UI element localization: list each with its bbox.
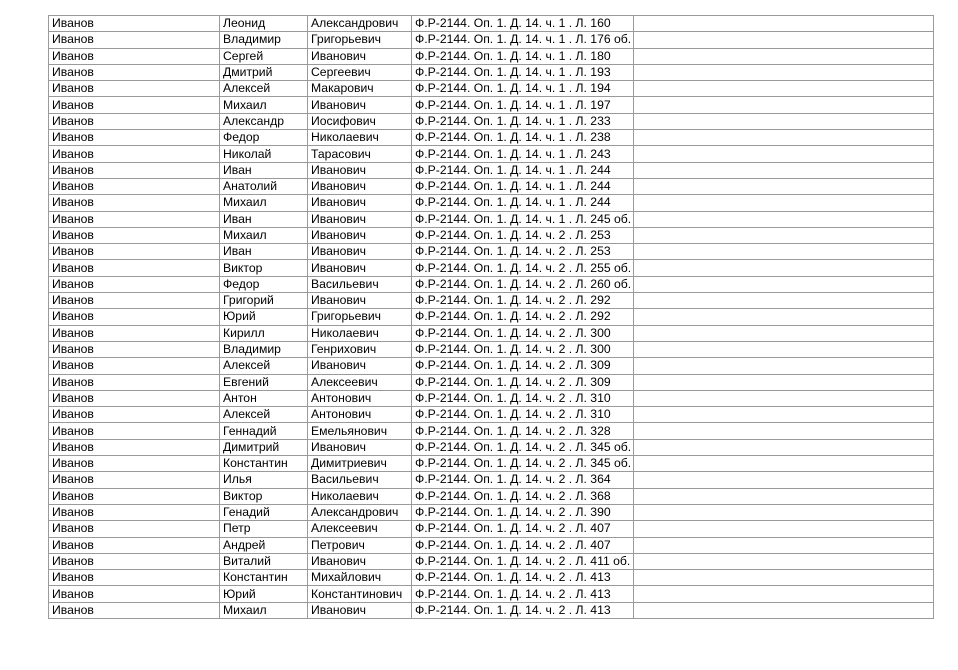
first-name-cell: Димитрий [220,439,308,455]
archive-reference-cell: Ф.Р-2144. Оп. 1. Д. 14. ч. 2 . Л. 407 [412,537,634,553]
archive-reference-cell: Ф.Р-2144. Оп. 1. Д. 14. ч. 2 . Л. 253 [412,244,634,260]
first-name-cell: Александр [220,113,308,129]
archive-reference-cell: Ф.Р-2144. Оп. 1. Д. 14. ч. 2 . Л. 413 [412,570,634,586]
archive-reference-cell: Ф.Р-2144. Оп. 1. Д. 14. ч. 2 . Л. 253 [412,227,634,243]
patronymic-cell: Макарович [308,81,412,97]
first-name-cell: Михаил [220,602,308,618]
patronymic-cell: Антонович [308,390,412,406]
empty-cell [634,423,934,439]
first-name-cell: Иван [220,244,308,260]
surname-cell: Иванов [49,374,220,390]
archive-reference-cell: Ф.Р-2144. Оп. 1. Д. 14. ч. 2 . Л. 345 об. [412,439,634,455]
first-name-cell: Алексей [220,358,308,374]
patronymic-cell: Алексеевич [308,521,412,537]
table-row [49,276,934,292]
empty-cell [634,407,934,423]
archive-reference-cell: Ф.Р-2144. Оп. 1. Д. 14. ч. 1 . Л. 245 об. [412,211,634,227]
archive-reference-cell: Ф.Р-2144. Оп. 1. Д. 14. ч. 2 . Л. 411 об. [412,553,634,569]
empty-cell [634,504,934,520]
empty-cell [634,48,934,64]
empty-cell [634,309,934,325]
surname-cell: Иванов [49,276,220,292]
archive-reference-cell: Ф.Р-2144. Оп. 1. Д. 14. ч. 1 . Л. 244 [412,178,634,194]
first-name-cell: Юрий [220,309,308,325]
surname-cell: Иванов [49,341,220,357]
surname-cell: Иванов [49,260,220,276]
surname-cell: Иванов [49,97,220,113]
table-row [49,456,934,472]
patronymic-cell: Иванович [308,162,412,178]
table-row [49,472,934,488]
empty-cell [634,227,934,243]
archive-reference-cell: Ф.Р-2144. Оп. 1. Д. 14. ч. 2 . Л. 309 [412,358,634,374]
first-name-cell: Федор [220,130,308,146]
archive-reference-cell: Ф.Р-2144. Оп. 1. Д. 14. ч. 1 . Л. 176 об. [412,32,634,48]
archive-reference-cell: Ф.Р-2144. Оп. 1. Д. 14. ч. 1 . Л. 193 [412,64,634,80]
empty-cell [634,341,934,357]
first-name-cell: Федор [220,276,308,292]
table-row [49,227,934,243]
table-row [49,358,934,374]
table-row [49,602,934,618]
first-name-cell: Дмитрий [220,64,308,80]
archive-reference-cell: Ф.Р-2144. Оп. 1. Д. 14. ч. 2 . Л. 292 [412,293,634,309]
surname-cell: Иванов [49,586,220,602]
surname-cell: Иванов [49,390,220,406]
surname-cell: Иванов [49,358,220,374]
patronymic-cell: Петрович [308,537,412,553]
surname-cell: Иванов [49,146,220,162]
surname-cell: Иванов [49,130,220,146]
first-name-cell: Юрий [220,586,308,602]
archive-reference-cell: Ф.Р-2144. Оп. 1. Д. 14. ч. 2 . Л. 413 [412,602,634,618]
empty-cell [634,390,934,406]
first-name-cell: Петр [220,521,308,537]
first-name-cell: Генадий [220,504,308,520]
table-row [49,423,934,439]
patronymic-cell: Генрихович [308,341,412,357]
archive-reference-cell: Ф.Р-2144. Оп. 1. Д. 14. ч. 2 . Л. 310 [412,407,634,423]
archive-reference-cell: Ф.Р-2144. Оп. 1. Д. 14. ч. 2 . Л. 309 [412,374,634,390]
first-name-cell: Кирилл [220,325,308,341]
archive-reference-cell: Ф.Р-2144. Оп. 1. Д. 14. ч. 2 . Л. 390 [412,504,634,520]
archive-reference-cell: Ф.Р-2144. Оп. 1. Д. 14. ч. 2 . Л. 368 [412,488,634,504]
table-row [49,293,934,309]
table-row [49,162,934,178]
empty-cell [634,439,934,455]
surname-cell: Иванов [49,244,220,260]
empty-cell [634,374,934,390]
empty-cell [634,586,934,602]
table-row [49,32,934,48]
empty-cell [634,260,934,276]
archive-reference-cell: Ф.Р-2144. Оп. 1. Д. 14. ч. 1 . Л. 244 [412,195,634,211]
table-row [49,178,934,194]
empty-cell [634,113,934,129]
surname-cell: Иванов [49,16,220,32]
table-row [49,439,934,455]
table-row [49,341,934,357]
empty-cell [634,162,934,178]
first-name-cell: Михаил [220,97,308,113]
surname-cell: Иванов [49,162,220,178]
archive-reference-cell: Ф.Р-2144. Оп. 1. Д. 14. ч. 2 . Л. 255 об. [412,260,634,276]
surname-cell: Иванов [49,64,220,80]
surname-cell: Иванов [49,423,220,439]
patronymic-cell: Васильевич [308,472,412,488]
patronymic-cell: Иванович [308,97,412,113]
table-row [49,244,934,260]
table-row [49,390,934,406]
empty-cell [634,293,934,309]
first-name-cell: Алексей [220,81,308,97]
first-name-cell: Леонид [220,16,308,32]
table-row [49,586,934,602]
empty-cell [634,325,934,341]
surname-cell: Иванов [49,81,220,97]
table-row [49,553,934,569]
first-name-cell: Владимир [220,341,308,357]
first-name-cell: Иван [220,211,308,227]
empty-cell [634,358,934,374]
patronymic-cell: Васильевич [308,276,412,292]
first-name-cell: Алексей [220,407,308,423]
patronymic-cell: Николаевич [308,325,412,341]
surname-cell: Иванов [49,570,220,586]
table-row [49,521,934,537]
empty-cell [634,97,934,113]
archive-reference-cell: Ф.Р-2144. Оп. 1. Д. 14. ч. 1 . Л. 197 [412,97,634,113]
table-row [49,97,934,113]
first-name-cell: Григорий [220,293,308,309]
table-row [49,407,934,423]
empty-cell [634,64,934,80]
table-row [49,113,934,129]
records-table-body [49,16,934,619]
empty-cell [634,553,934,569]
patronymic-cell: Иванович [308,602,412,618]
surname-cell: Иванов [49,537,220,553]
first-name-cell: Андрей [220,537,308,553]
first-name-cell: Владимир [220,32,308,48]
first-name-cell: Анатолий [220,178,308,194]
patronymic-cell: Иосифович [308,113,412,129]
archive-reference-cell: Ф.Р-2144. Оп. 1. Д. 14. ч. 1 . Л. 160 [412,16,634,32]
first-name-cell: Михаил [220,227,308,243]
archive-reference-cell: Ф.Р-2144. Оп. 1. Д. 14. ч. 2 . Л. 328 [412,423,634,439]
patronymic-cell: Константинович [308,586,412,602]
surname-cell: Иванов [49,472,220,488]
surname-cell: Иванов [49,211,220,227]
first-name-cell: Илья [220,472,308,488]
table-row [49,146,934,162]
empty-cell [634,81,934,97]
patronymic-cell: Михайлович [308,570,412,586]
patronymic-cell: Григорьевич [308,32,412,48]
patronymic-cell: Иванович [308,195,412,211]
archive-reference-cell: Ф.Р-2144. Оп. 1. Д. 14. ч. 2 . Л. 364 [412,472,634,488]
patronymic-cell: Сергеевич [308,64,412,80]
patronymic-cell: Иванович [308,439,412,455]
archive-reference-cell: Ф.Р-2144. Оп. 1. Д. 14. ч. 1 . Л. 244 [412,162,634,178]
patronymic-cell: Иванович [308,211,412,227]
empty-cell [634,195,934,211]
empty-cell [634,244,934,260]
archive-reference-cell: Ф.Р-2144. Оп. 1. Д. 14. ч. 2 . Л. 310 [412,390,634,406]
first-name-cell: Евгений [220,374,308,390]
empty-cell [634,488,934,504]
empty-cell [634,32,934,48]
table-row [49,81,934,97]
table-row [49,130,934,146]
first-name-cell: Виктор [220,260,308,276]
archive-reference-cell: Ф.Р-2144. Оп. 1. Д. 14. ч. 1 . Л. 180 [412,48,634,64]
patronymic-cell: Григорьевич [308,309,412,325]
patronymic-cell: Иванович [308,48,412,64]
patronymic-cell: Димитриевич [308,456,412,472]
first-name-cell: Геннадий [220,423,308,439]
surname-cell: Иванов [49,309,220,325]
patronymic-cell: Иванович [308,553,412,569]
table-row [49,488,934,504]
surname-cell: Иванов [49,325,220,341]
surname-cell: Иванов [49,407,220,423]
surname-cell: Иванов [49,488,220,504]
patronymic-cell: Емельянович [308,423,412,439]
table-row [49,504,934,520]
records-sheet [48,15,933,619]
patronymic-cell: Иванович [308,227,412,243]
patronymic-cell: Иванович [308,293,412,309]
surname-cell: Иванов [49,195,220,211]
table-row [49,309,934,325]
surname-cell: Иванов [49,553,220,569]
patronymic-cell: Николаевич [308,130,412,146]
empty-cell [634,456,934,472]
archive-reference-cell: Ф.Р-2144. Оп. 1. Д. 14. ч. 2 . Л. 300 [412,341,634,357]
records-table [48,15,934,619]
table-row [49,211,934,227]
table-row [49,260,934,276]
surname-cell: Иванов [49,178,220,194]
archive-reference-cell: Ф.Р-2144. Оп. 1. Д. 14. ч. 1 . Л. 233 [412,113,634,129]
surname-cell: Иванов [49,602,220,618]
first-name-cell: Константин [220,456,308,472]
table-row [49,64,934,80]
archive-reference-cell: Ф.Р-2144. Оп. 1. Д. 14. ч. 1 . Л. 243 [412,146,634,162]
empty-cell [634,472,934,488]
table-row [49,48,934,64]
surname-cell: Иванов [49,439,220,455]
archive-reference-cell: Ф.Р-2144. Оп. 1. Д. 14. ч. 2 . Л. 300 [412,325,634,341]
empty-cell [634,178,934,194]
archive-reference-cell: Ф.Р-2144. Оп. 1. Д. 14. ч. 1 . Л. 238 [412,130,634,146]
archive-reference-cell: Ф.Р-2144. Оп. 1. Д. 14. ч. 2 . Л. 345 об. [412,456,634,472]
first-name-cell: Виталий [220,553,308,569]
table-row [49,374,934,390]
patronymic-cell: Иванович [308,260,412,276]
first-name-cell: Константин [220,570,308,586]
table-row [49,537,934,553]
archive-reference-cell: Ф.Р-2144. Оп. 1. Д. 14. ч. 2 . Л. 413 [412,586,634,602]
surname-cell: Иванов [49,504,220,520]
patronymic-cell: Николаевич [308,488,412,504]
archive-reference-cell: Ф.Р-2144. Оп. 1. Д. 14. ч. 2 . Л. 292 [412,309,634,325]
empty-cell [634,276,934,292]
patronymic-cell: Иванович [308,358,412,374]
empty-cell [634,521,934,537]
archive-reference-cell: Ф.Р-2144. Оп. 1. Д. 14. ч. 2 . Л. 407 [412,521,634,537]
empty-cell [634,16,934,32]
surname-cell: Иванов [49,456,220,472]
patronymic-cell: Александрович [308,504,412,520]
surname-cell: Иванов [49,48,220,64]
empty-cell [634,570,934,586]
empty-cell [634,146,934,162]
first-name-cell: Иван [220,162,308,178]
surname-cell: Иванов [49,227,220,243]
empty-cell [634,537,934,553]
patronymic-cell: Иванович [308,244,412,260]
surname-cell: Иванов [49,293,220,309]
first-name-cell: Виктор [220,488,308,504]
surname-cell: Иванов [49,32,220,48]
first-name-cell: Сергей [220,48,308,64]
patronymic-cell: Алексеевич [308,374,412,390]
patronymic-cell: Тарасович [308,146,412,162]
surname-cell: Иванов [49,113,220,129]
empty-cell [634,130,934,146]
empty-cell [634,211,934,227]
table-row [49,325,934,341]
archive-reference-cell: Ф.Р-2144. Оп. 1. Д. 14. ч. 1 . Л. 194 [412,81,634,97]
table-row [49,570,934,586]
archive-reference-cell: Ф.Р-2144. Оп. 1. Д. 14. ч. 2 . Л. 260 об. [412,276,634,292]
first-name-cell: Михаил [220,195,308,211]
table-row [49,195,934,211]
patronymic-cell: Антонович [308,407,412,423]
first-name-cell: Николай [220,146,308,162]
patronymic-cell: Иванович [308,178,412,194]
patronymic-cell: Александрович [308,16,412,32]
table-row [49,16,934,32]
empty-cell [634,602,934,618]
surname-cell: Иванов [49,521,220,537]
first-name-cell: Антон [220,390,308,406]
